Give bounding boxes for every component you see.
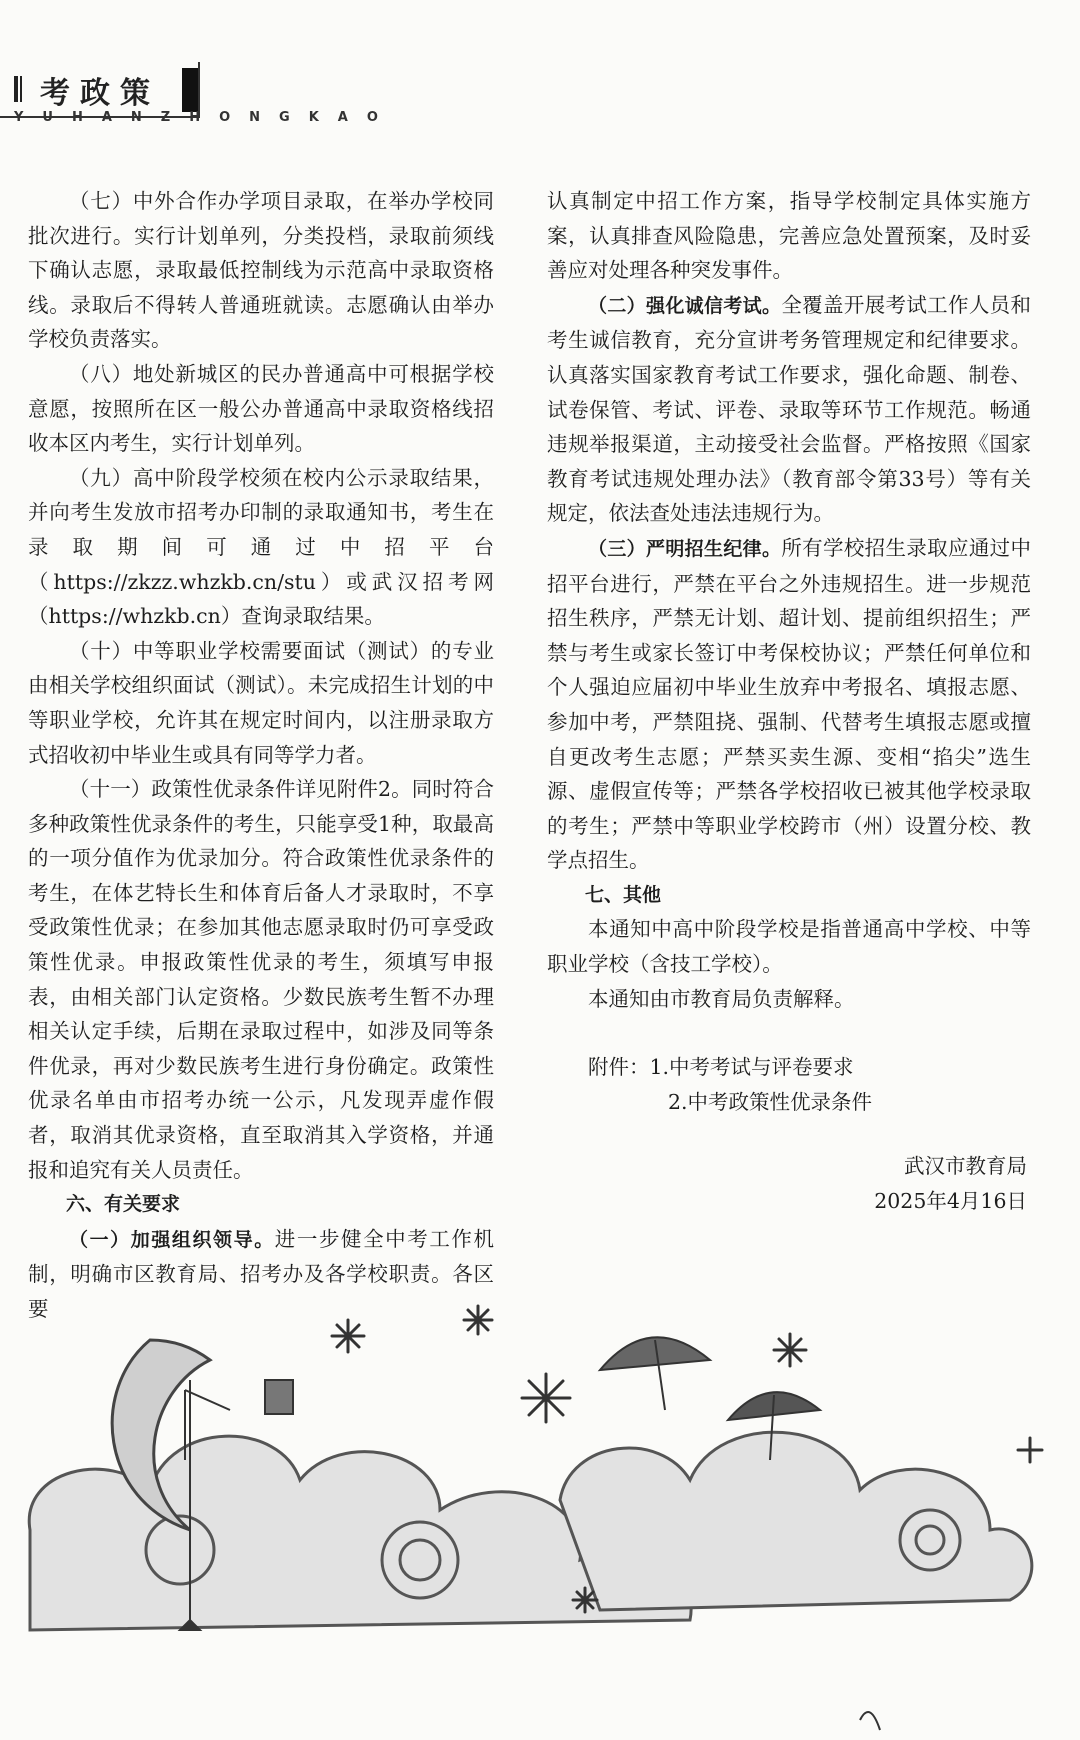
paragraph-admission-results: （九）高中阶段学校须在校内公示录取结果，并向考生发放市招考办印制的录取通知书，考生在录取期间可通过中招平台（https://zkzz.whzkb.cn/stu）或武汉招考网（https://whzkb.cn）查询录取结果。 [28, 465, 494, 629]
header-title: 考政策 [40, 76, 160, 111]
section-heading-requirements: 六、有关要求 [66, 1193, 181, 1216]
paragraph-definition: 本通知中高中阶段学校是指普通高中学校、中等职业学校（含技工学校）。 [547, 917, 1031, 977]
paragraph-policy-preference: （十一）政策性优录条件详见附件2。同时符合多种政策性优录条件的考生，只能享受1种，取最高的一项分值作为优录加分。符合政策性优录条件的考生，在体艺特长生和体育后备人才录取时，不享受政策性优录；在参加其他志愿录取时仍可享受政策性优录。申报政策性优录的考生，须填写申报表，由相关部门认定资格。少数民族考生暂不办理相关认定手续，后期在录取过程中，如涉及同等条件优录，再对少数民族考生进行身份确定。政策性优录名单由市招考办统一公示，凡发现弄虚作假者，取消其优录资格，直至取消其入学资格，并通报和追究有关人员责任。 [28, 777, 494, 1182]
attachment-1: 附件：1.中考考试与评卷要求 [588, 1055, 854, 1080]
right-column [547, 184, 1031, 1219]
header-black-block [182, 68, 198, 112]
paragraph-body: 所有学校招生录取应通过中招平台进行，严禁在平台之外违规招生。进一步规范招生秩序，严禁无计划、超计划、提前组织招生；严禁与考生或家长签订中考保校协议；严禁任何单位和个人强迫应届初中毕业生放弃中考报名、填报志愿、参加中考，严禁阻挠、强制、代替考生填报志愿或擅自更改考生志愿；严禁买卖生源、变相“掐尖”选生源、虚假宣传等；严禁各学校招收已被其他学校录取的考生；严禁中等职业学校跨市（州）设置分校、教学点招生。 [547, 535, 1031, 873]
paragraph-body: 进一步健全中考工作机制，明确市区教育局、招考办及各学校职责。各区要 [28, 1226, 494, 1321]
paragraph-private-schools: （八）地处新城区的民办普通高中可根据学校意愿，按照所在区一般公办普通高中录取资格线招收本区内考生，实行计划单列。 [28, 361, 494, 456]
paragraph-enrollment-discipline [547, 531, 1031, 878]
left-column [28, 184, 494, 1327]
pen-mark-icon [860, 1712, 880, 1730]
header-bar-mark [14, 76, 18, 102]
paragraph-admission-joint-program: （七）中外合作办学项目录取，在举办学校同批次进行。实行计划单列，分类投档，录取前须线下确认志愿，录取最低控制线为示范高中录取资格线。录取后不得转人普通班就读。志愿确认由举办学校负责落实。 [28, 189, 494, 352]
section-heading-other: 七、其他 [585, 883, 662, 906]
paragraph-continuation: 认真制定中招工作方案，指导学校制定具体实施方案，认真排查风险隐患，完善应急处置预案，及时妥善应对处理各种突发事件。 [547, 189, 1031, 283]
paragraph-lead: （三）严明招生纪律。 [588, 537, 782, 560]
clouds-icon [29, 1432, 1032, 1630]
paragraph-body: 全覆盖开展考试工作人员和考生诚信教育，充分宣讲考务管理规定和纪律要求。认真落实国家教育考试工作要求，强化命题、制卷、试卷保管、考试、评卷、录取等环节工作规范。畅通违规举报渠道，主动接受社会监督。严格按照《国家教育考试违规处理办法》（教育部令第33号）等有关规定，依法查处违法违规行为。 [547, 292, 1031, 526]
date: 2025年4月16日 [874, 1189, 1027, 1214]
header-pinyin: YUHANZHONGKAO [14, 110, 397, 125]
signer: 武汉市教育局 [904, 1154, 1027, 1179]
header-bar-mark [20, 76, 22, 102]
section-header [0, 62, 200, 114]
paragraph-interpretation: 本通知由市教育局负责解释。 [588, 986, 855, 1011]
paragraph-integrity-exam [547, 288, 1031, 531]
attachment-2: 2.中考政策性优录条件 [667, 1089, 872, 1114]
paragraph-lead: （一）加强组织领导。 [69, 1228, 275, 1251]
decorative-illustration [0, 1300, 1080, 1740]
paragraph-vocational-interview: （十）中等职业学校需要面试（测试）的专业由相关学校组织面试（测试）。未完成招生计划的中等职业学校，允许其在规定时间内，以注册录取方式招收初中毕业生或具有同等学力者。 [28, 638, 494, 767]
paragraph-lead: （二）强化诚信考试。 [588, 294, 782, 317]
